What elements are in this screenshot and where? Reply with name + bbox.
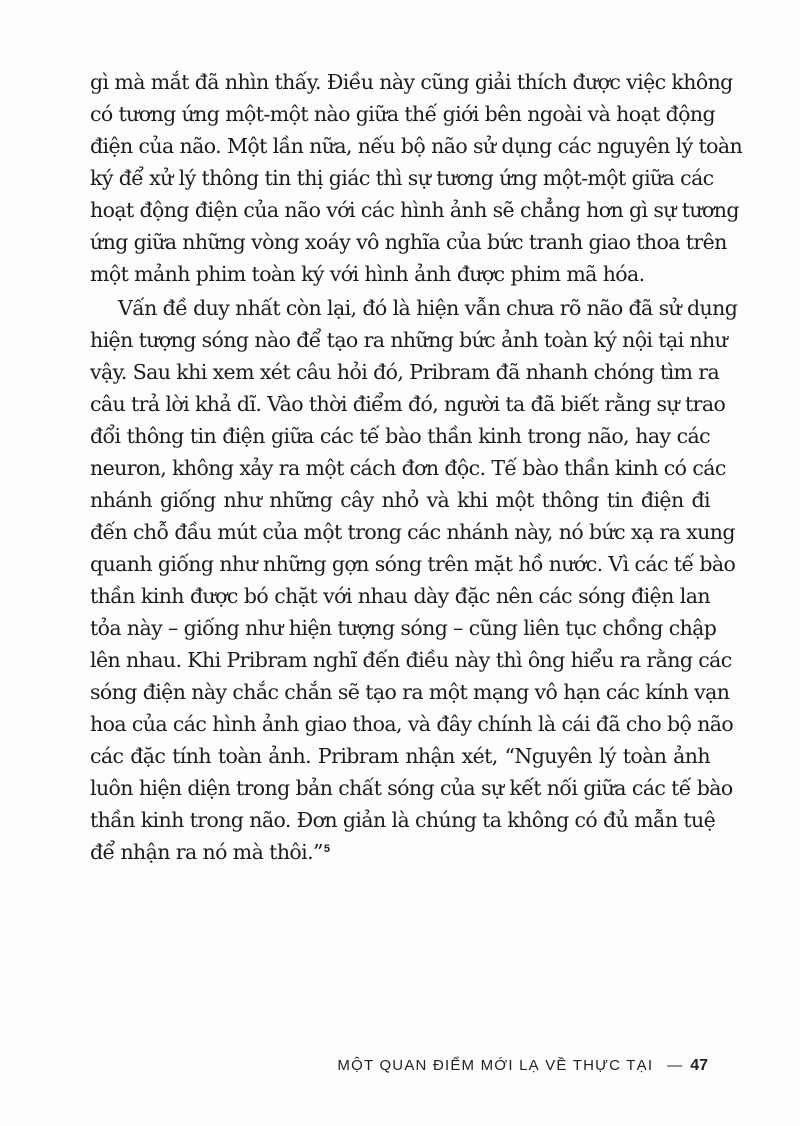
page-footer [337,1057,708,1075]
text-line: tỏa này – giống như hiện tượng sóng – cũng liên tục chồng chập [90,616,717,640]
text-line: ký để xử lý thông tin thị giác thì sự tương ứng một-một giữa các [90,166,714,190]
text-line: đổi thông tin điện giữa các tế bào thần kinh trong não, hay các [90,424,710,448]
paragraph-1 [90,66,743,290]
text-line: neuron, không xảy ra một cách đơn độc. Tế bào thần kinh có các [90,456,726,480]
text-line: vậy. Sau khi xem xét câu hỏi đó, Pribram đã nhanh chóng tìm ra [90,360,720,384]
text-line: có tương ứng một-một nào giữa thế giới bên ngoài và hoạt động [90,102,716,126]
footnote-marker[interactable]: 5 [323,843,330,855]
paragraph-2 [90,292,738,868]
text-line: câu trả lời khả dĩ. Vào thời điểm đó, người ta đã biết rằng sự trao [90,392,726,416]
text-line: quanh giống như những gợn sóng trên mặt hồ nước. Vì các tế bào [90,552,736,576]
text-line-final [90,836,710,868]
text-line: các đặc tính toàn ảnh. Pribram nhận xét, “Nguyên lý toàn ảnh [90,744,710,768]
text-line: Vấn đề duy nhất còn lại, đó là hiện vẫn chưa rõ não đã sử dụng [118,296,738,320]
text-line: thần kinh trong não. Đơn giản là chúng ta không có đủ mẫn tuệ [90,808,716,832]
text-line: nhánh giống như những cây nhỏ và khi một thông tin điện đi [90,488,710,512]
text-line: ứng giữa những vòng xoáy vô nghĩa của bức tranh giao thoa trên [90,230,727,254]
text-line: đến chỗ đầu mút của một trong các nhánh này, nó bức xạ ra xung [90,520,735,544]
text-line: thần kinh được bó chặt với nhau dày đặc nên các sóng điện lan [90,584,710,608]
text-line: hoa của các hình ảnh giao thoa, và đây chính là cái đã cho bộ não [90,712,734,736]
page-number: 47 [690,1057,708,1074]
text-line: gì mà mắt đã nhìn thấy. Điều này cũng giải thích được việc không [90,70,733,94]
text-line: sóng điện này chắc chắn sẽ tạo ra một mạng vô hạn các kính vạn [90,680,730,704]
running-title: MỘT QUAN ĐIỂM MỚI LẠ VỀ THỰC TẠI [337,1057,654,1074]
body-text [90,66,743,868]
text-line: lên nhau. Khi Pribram nghĩ đến điều này thì ông hiểu ra rằng các [90,648,732,672]
text-line: hoạt động điện của não với các hình ảnh sẽ chẳng hơn gì sự tương [90,198,739,222]
final-line-text: để nhận ra nó mà thôi.” [90,840,323,864]
text-line: một mảnh phim toàn ký với hình ảnh được phim mã hóa. [90,262,645,286]
text-line: hiện tượng sóng nào để tạo ra những bức ảnh toàn ký nội tại như [90,328,728,352]
footer-separator: — [667,1057,683,1074]
text-line: điện của não. Một lần nữa, nếu bộ não sử dụng các nguyên lý toàn [90,134,743,158]
text-line: luôn hiện diện trong bản chất sóng của sự kết nối giữa các tế bào [90,776,733,800]
